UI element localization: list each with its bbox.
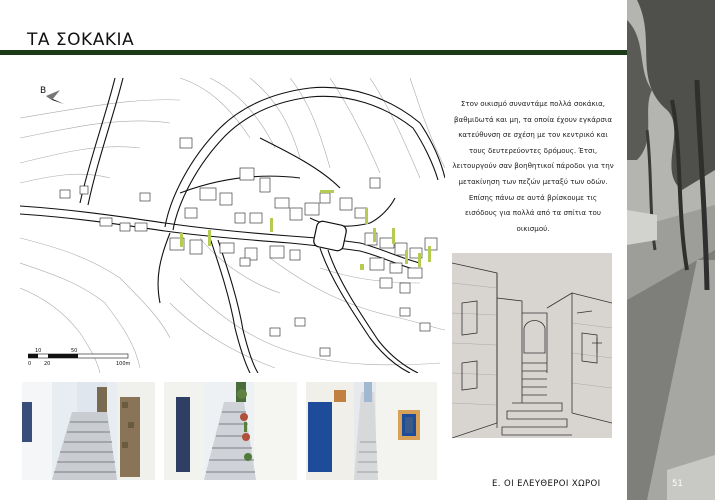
- title-divider-bar: [0, 50, 627, 55]
- scale-label-10: 10: [35, 348, 42, 354]
- scale-label-50: 50: [71, 348, 78, 354]
- alley-sketch-image: [452, 253, 612, 438]
- alley-photo-1: [22, 382, 155, 480]
- settlement-map: [20, 78, 445, 373]
- north-label: Β: [40, 86, 47, 96]
- page-title: ΤΑ ΣΟΚΑΚΙΑ: [27, 30, 135, 50]
- street-photo-strip: [627, 0, 715, 500]
- description-paragraph: Στον οικισμό συναντάμε πολλά σοκάκια, βαθμιδωτά και μη, τα οποία έχουν εγκάρσια κατεύθυνση σε σχέση με τον κεντρικό και τους δευτερεύοντες δρόμους. Έτσι, λειτουργούν σαν βοηθητικοί πάροδοι για την μετακίνηση των πεζών μεταξύ των οδών. Επίσης πάνω σε αυτά βρίσκουμε τις εισόδους για πολλά από τα σπίτια του οικισμού.: [452, 99, 614, 233]
- scale-label-100m: 100m: [116, 361, 131, 367]
- map-scale-bar: [28, 345, 133, 369]
- scale-label-0: 0: [28, 361, 32, 367]
- north-arrow-icon: [38, 82, 68, 112]
- page-number: 51: [672, 479, 683, 489]
- footer-section-title: Ε. ΟΙ ΕΛΕΥΘΕΡΟΙ ΧΩΡΟΙ: [492, 479, 601, 489]
- alley-photo-3: [306, 382, 437, 480]
- alley-photo-2: [164, 382, 297, 480]
- scale-label-20: 20: [44, 361, 51, 367]
